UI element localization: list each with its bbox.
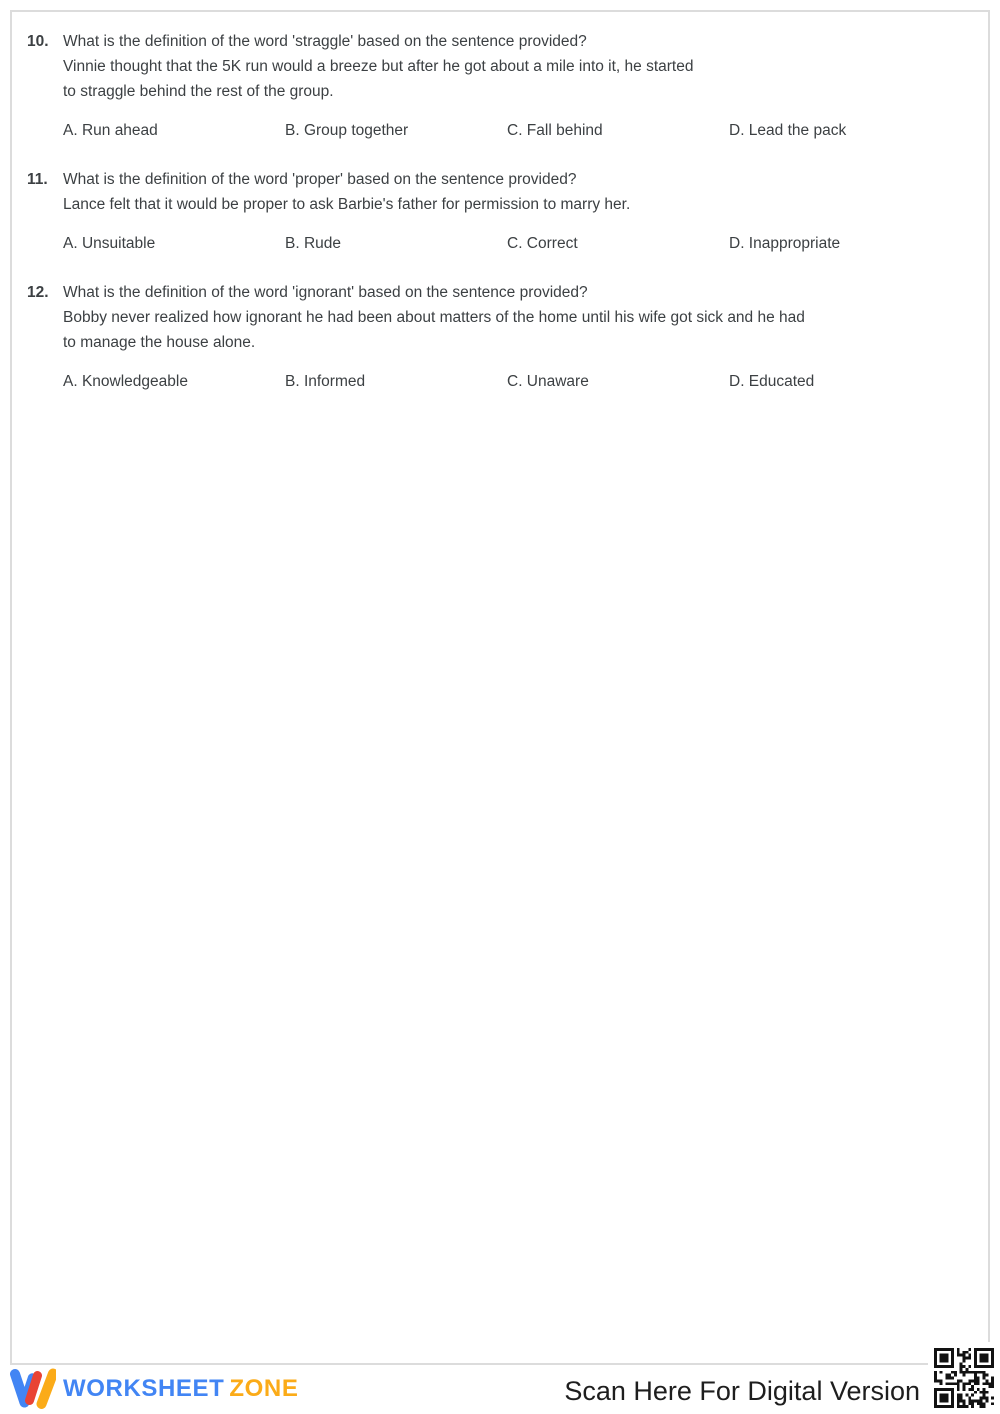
question-body [63, 167, 963, 256]
question-sentence-line: to manage the house alone. [63, 334, 256, 351]
answer-option-d: D. Inappropriate [729, 235, 841, 252]
answer-option-d: D. Lead the pack [729, 122, 847, 139]
question-prompt: What is the definition of the word 'ignorant' based on the sentence provided? [63, 284, 588, 301]
question-prompt: What is the definition of the word 'straggle' based on the sentence provided? [63, 33, 587, 50]
answer-option-b: B. Informed [285, 373, 366, 390]
worksheetzone-logo-icon [8, 1366, 56, 1412]
question-prompt: What is the definition of the word 'proper' based on the sentence provided? [63, 171, 577, 188]
question-12 [27, 280, 963, 394]
question-body [63, 29, 963, 143]
question-number: 10. [27, 33, 49, 50]
answer-option-b: B. Group together [285, 122, 409, 139]
answer-option-d: D. Educated [729, 373, 815, 390]
answer-option-a: A. Run ahead [63, 122, 158, 139]
worksheetzone-brand [8, 1366, 298, 1412]
answer-options-row [63, 369, 963, 394]
question-number: 12. [27, 284, 49, 301]
brand-word-worksheet: WORKSHEET [63, 1375, 225, 1402]
answer-option-b: B. Rude [285, 235, 342, 252]
question-body [63, 280, 963, 394]
answer-options-row [63, 118, 963, 143]
answer-options-row [63, 231, 963, 256]
brand-word-zone: ZONE [229, 1375, 299, 1402]
answer-option-a: A. Unsuitable [63, 235, 156, 252]
answer-option-a: A. Knowledgeable [63, 373, 188, 390]
question-sentence-line: Vinnie thought that the 5K run would a breeze but after he got about a mile into it, he started [63, 58, 694, 75]
brand-text [63, 1375, 298, 1403]
question-sentence-line: Bobby never realized how ignorant he had been about matters of the home until his wife got sick and he had [63, 309, 805, 326]
question-sentence-line: to straggle behind the rest of the group. [63, 83, 334, 100]
question-sentence-line: Lance felt that it would be proper to ask Barbie's father for permission to marry her. [63, 196, 631, 213]
question-number: 11. [27, 171, 48, 188]
answer-option-c: C. Correct [507, 235, 578, 252]
worksheet-content-area [10, 10, 990, 1365]
scan-here-label: Scan Here For Digital Version [564, 1376, 920, 1406]
question-10 [27, 29, 963, 143]
qr-code-container [928, 1342, 1000, 1414]
qr-code-icon [934, 1348, 994, 1408]
question-11 [27, 167, 963, 256]
answer-option-c: C. Fall behind [507, 122, 603, 139]
page-footer [0, 1362, 1000, 1414]
answer-option-c: C. Unaware [507, 373, 589, 390]
